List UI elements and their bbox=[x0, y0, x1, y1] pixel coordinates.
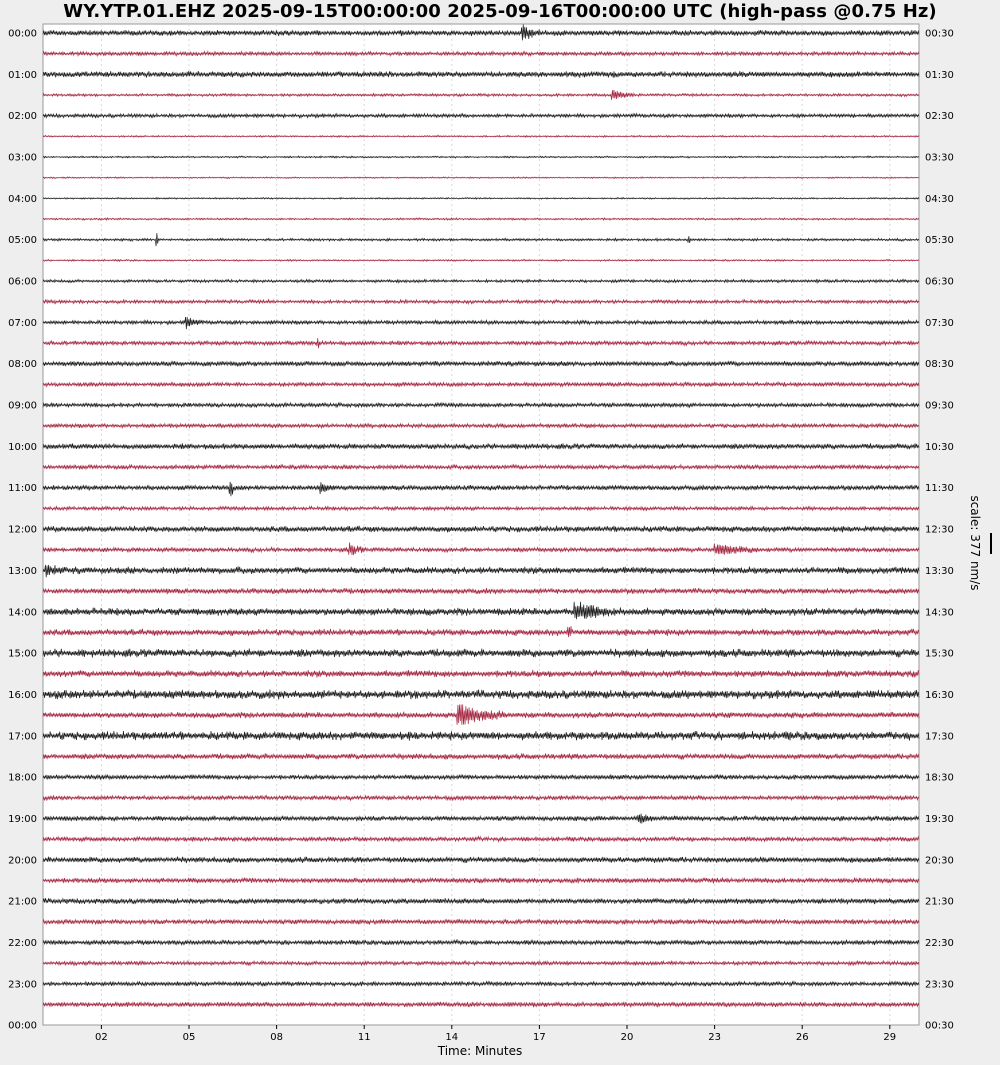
right-half-hour-label: 07:30 bbox=[925, 317, 954, 329]
right-half-hour-label: 00:30 bbox=[925, 28, 954, 40]
left-hour-label: 14:00 bbox=[8, 607, 37, 619]
left-hour-label: 00:00 bbox=[8, 28, 37, 40]
plot-area bbox=[43, 24, 919, 1025]
right-half-hour-label: 04:30 bbox=[925, 193, 954, 205]
right-half-hour-label: 17:30 bbox=[925, 731, 954, 743]
right-half-hour-label: 23:30 bbox=[925, 979, 954, 991]
x-tick-label: 02 bbox=[95, 1032, 108, 1043]
x-axis-label: Time: Minutes bbox=[437, 1044, 523, 1058]
x-tick-label: 08 bbox=[270, 1032, 283, 1043]
left-hour-label: 01:00 bbox=[8, 69, 37, 81]
x-tick-label: 11 bbox=[357, 1032, 371, 1043]
right-half-hour-label: 11:30 bbox=[925, 483, 954, 495]
left-hour-labels bbox=[8, 29, 37, 1032]
left-hour-label: 16:00 bbox=[8, 689, 37, 701]
right-half-hour-label: 10:30 bbox=[925, 441, 954, 453]
left-hour-label: 09:00 bbox=[8, 400, 37, 412]
x-axis-ticks bbox=[95, 1025, 896, 1043]
left-hour-label: 22:00 bbox=[8, 937, 37, 949]
x-tick-label: 26 bbox=[795, 1032, 809, 1043]
left-hour-label: 05:00 bbox=[8, 235, 37, 247]
scale-label: scale: 377 nm/s bbox=[968, 495, 982, 591]
left-hour-label: 06:00 bbox=[8, 276, 37, 288]
right-half-hour-label: 09:30 bbox=[925, 400, 954, 412]
x-tick-label: 05 bbox=[182, 1032, 196, 1043]
right-half-hour-label: 19:30 bbox=[925, 813, 954, 825]
x-tick-label: 23 bbox=[708, 1032, 721, 1043]
x-tick-label: 14 bbox=[445, 1032, 459, 1043]
left-hour-label: 00:00 bbox=[8, 1020, 37, 1032]
left-hour-label: 13:00 bbox=[8, 565, 37, 577]
right-half-hour-label: 00:30 bbox=[925, 1020, 954, 1032]
left-hour-label: 11:00 bbox=[8, 483, 37, 495]
chart-title: WY.YTP.01.EHZ 2025-09-15T00:00:00 2025-09-16T00:00:00 UTC (high-pass @0.75 Hz) bbox=[63, 1, 937, 22]
right-half-hour-label: 13:30 bbox=[925, 565, 954, 577]
right-half-hour-labels bbox=[925, 29, 954, 1032]
left-hour-label: 20:00 bbox=[8, 855, 37, 867]
right-half-hour-label: 12:30 bbox=[925, 524, 954, 536]
right-half-hour-label: 14:30 bbox=[925, 607, 954, 619]
left-hour-label: 10:00 bbox=[8, 441, 37, 453]
x-tick-label: 17 bbox=[533, 1032, 546, 1043]
right-half-hour-label: 02:30 bbox=[925, 111, 954, 123]
right-half-hour-label: 06:30 bbox=[925, 276, 954, 288]
left-hour-label: 23:00 bbox=[8, 979, 37, 991]
right-half-hour-label: 05:30 bbox=[925, 235, 954, 247]
x-tick-label: 29 bbox=[883, 1032, 897, 1043]
scale-indicator bbox=[968, 495, 991, 590]
left-hour-label: 02:00 bbox=[8, 111, 37, 123]
right-half-hour-label: 15:30 bbox=[925, 648, 954, 660]
right-half-hour-label: 21:30 bbox=[925, 896, 954, 908]
x-tick-label: 20 bbox=[620, 1032, 634, 1043]
left-hour-label: 03:00 bbox=[8, 152, 37, 164]
right-half-hour-label: 16:30 bbox=[925, 689, 954, 701]
left-hour-label: 15:00 bbox=[8, 648, 37, 660]
left-hour-label: 18:00 bbox=[8, 772, 37, 784]
left-hour-label: 17:00 bbox=[8, 731, 37, 743]
right-half-hour-label: 03:30 bbox=[925, 152, 954, 164]
left-hour-label: 07:00 bbox=[8, 317, 37, 329]
left-hour-label: 04:00 bbox=[8, 193, 37, 205]
right-half-hour-label: 08:30 bbox=[925, 359, 954, 371]
left-hour-label: 21:00 bbox=[8, 896, 37, 908]
left-hour-label: 12:00 bbox=[8, 524, 37, 536]
left-hour-label: 19:00 bbox=[8, 813, 37, 825]
right-half-hour-label: 22:30 bbox=[925, 937, 954, 949]
left-hour-label: 08:00 bbox=[8, 359, 37, 371]
right-half-hour-label: 18:30 bbox=[925, 772, 954, 784]
right-half-hour-label: 20:30 bbox=[925, 855, 954, 867]
right-half-hour-label: 01:30 bbox=[925, 69, 954, 81]
